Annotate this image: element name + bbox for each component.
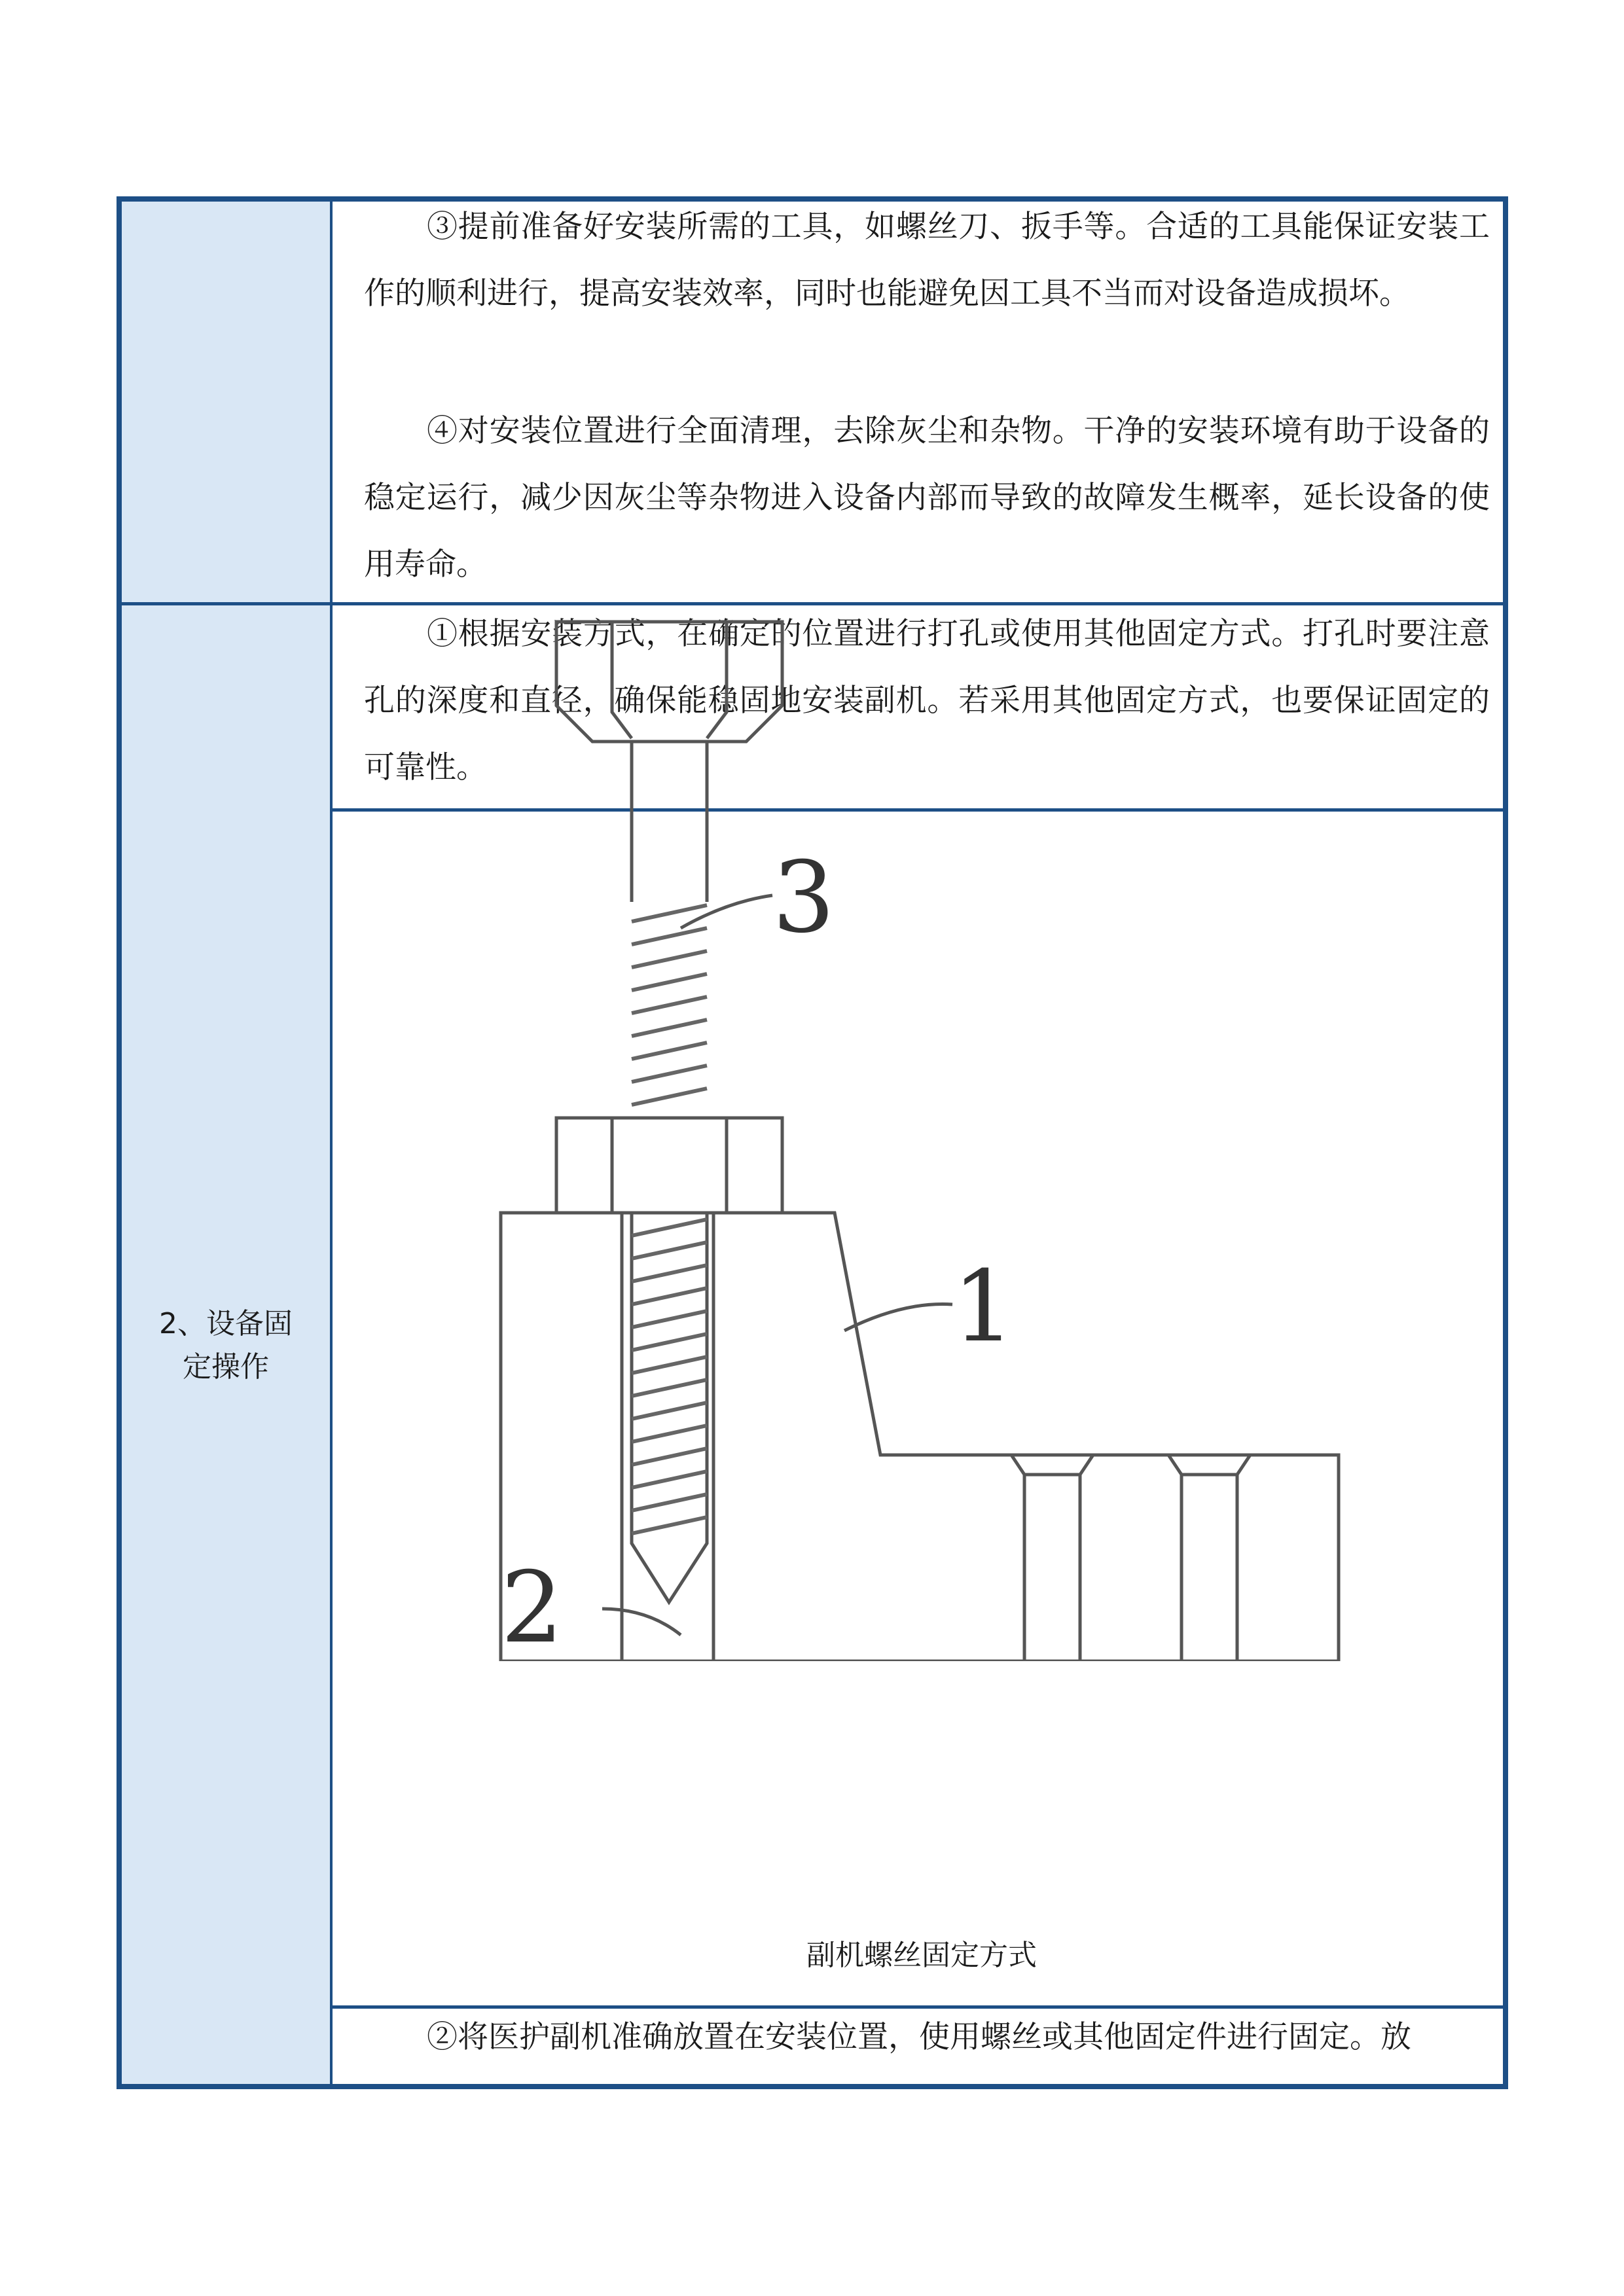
thread-line: [632, 1066, 707, 1082]
figure-caption: 副机螺丝固定方式: [806, 1939, 1037, 1972]
thread-line: [632, 1380, 707, 1396]
countersunk-hole: [1011, 1455, 1093, 1661]
nut-detail: [612, 1118, 727, 1213]
row-label-line: 定操作: [183, 1350, 269, 1384]
paragraph: ①根据安装方式，在确定的位置进行打孔或使用其他固定方式。打孔时要注意孔的深度和直径，确保能稳固地安装副机。若采用其他固定方式，也要保证固定的可靠性。: [364, 616, 1490, 785]
bolt-shank: [632, 742, 707, 902]
paragraph: ④对安装位置进行全面清理，去除灰尘和杂物。干净的安装环境有助于设备的稳定运行，减少因灰尘等杂物进入设备内部而导致的故障发生概率，延长设备的使用寿命。: [364, 413, 1490, 583]
bolt-head-detail: [592, 622, 746, 742]
bolt-tip: [632, 1213, 707, 1602]
thread-line: [632, 1288, 707, 1304]
leader-line-3: [681, 895, 772, 928]
thread-line: [632, 1265, 707, 1282]
nut: [556, 1118, 782, 1213]
thread-line: [632, 997, 707, 1013]
thread-line: [632, 1471, 707, 1488]
row-label: [122, 1302, 330, 1389]
thread-line: [632, 1426, 707, 1442]
thread-line: [632, 1517, 707, 1534]
leader-line-1: [844, 1304, 952, 1331]
countersunk-hole: [1168, 1455, 1250, 1661]
thread-line: [632, 951, 707, 967]
bolt-head: [556, 622, 782, 742]
thread-line: [632, 1357, 707, 1373]
thread-line: [632, 928, 707, 944]
thread-line: [632, 1494, 707, 1511]
screw-fixing-diagram: [484, 614, 1355, 1661]
row-label-line: 2、设备固: [159, 1307, 293, 1340]
thread-line: [632, 1020, 707, 1036]
thread-line: [632, 1043, 707, 1059]
bracket-outline: [501, 1213, 1339, 1661]
thread-line: [632, 1242, 707, 1259]
thread-line: [632, 1403, 707, 1419]
thread-line: [632, 1448, 707, 1465]
paragraph: ②将医护副机准确放置在安装位置，使用螺丝或其他固定件进行固定。放: [427, 2019, 1411, 2055]
callout-label-1: 1: [952, 1250, 1015, 1364]
thread-line: [632, 974, 707, 990]
thread-line: [632, 1219, 707, 1236]
paragraph: ③提前准备好安装所需的工具，如螺丝刀、扳手等。合适的工具能保证安装工作的顺利进行，提高安装效率，同时也能避免因工具不当而对设备造成损坏。: [364, 209, 1490, 312]
callout-label-3: 3: [772, 841, 835, 955]
label-column: [122, 202, 333, 2084]
leader-line-2: [602, 1609, 681, 1635]
thread-line: [632, 1334, 707, 1350]
thread-line: [632, 1311, 707, 1327]
callout-label-2: 2: [501, 1551, 564, 1661]
thread-line: [632, 1088, 707, 1105]
